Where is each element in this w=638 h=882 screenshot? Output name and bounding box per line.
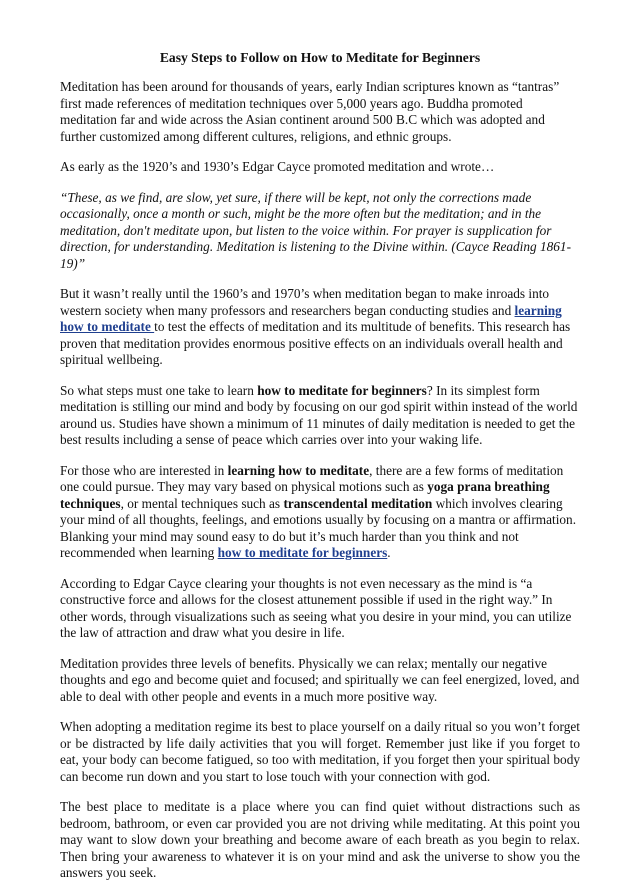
learning-how-to-meditate-link[interactable]: learning how to meditate bbox=[60, 302, 562, 334]
paragraph-benefits: Meditation provides three levels of benefits. Physically we can relax; mentally our negative thoughts and ego and become quiet and focused; and spiritually we can feel energized, loved, and able to deal with other people and events in a much more positive way. bbox=[60, 655, 580, 704]
paragraph-steps bbox=[60, 383, 580, 449]
bold-phrase: yoga prana breathing techniques bbox=[60, 479, 550, 511]
paragraph-text: But it wasn’t really until the 1960’s and 1970’s when meditation began to make inroads into western society when many professors and researchers began conducting studies and bbox=[60, 286, 550, 318]
paragraph-text: , or mental techniques such as bbox=[120, 495, 284, 511]
paragraph-daily-ritual: When adopting a meditation regime its best to place yourself on a daily ritual so you won’t forget or be distracted by life daily activities that you will forget. Remember just like if you forget to eat, your body can become fatigued, so too with meditation, if you forget then your spiritual body can become run down and you start to lose touch with your connection with god. bbox=[60, 719, 580, 784]
paragraph-cayce-intro: As early as the 1920’s and 1930’s Edgar Cayce promoted meditation and wrote… bbox=[60, 159, 495, 174]
paragraph-history: Meditation has been around for thousands of years, early Indian scriptures known as “tantras” first made references of meditation techniques over 5,000 years ago. Buddha promoted meditation far and wide across the Asian continent around 500 B.C which was adopted and further customized among different cultures, religions, and ethnic groups. bbox=[60, 79, 560, 144]
cayce-quote: “These, as we find, are slow, yet sure, if there will be kept, not only the corrections made occasionally, once a month or such, might be the more often but the meditation; and in the meditation, don't meditate upon, but listen to the voice within. For prayer is supplication for direction, for understanding. Meditation is listening to the Divine within. (Cayce Reading 1861-19)” bbox=[60, 189, 572, 271]
paragraph-text: For those who are interested in bbox=[60, 462, 228, 478]
paragraph-best-place: The best place to meditate is a place where you can find quiet without distractions such as bedroom, bathroom, or even car provided you are not driving while meditating. At this point you may want to slow down your breathing and become aware of each breath as you begin to relax. Then bring your awareness to whatever it is on your mind and ask the universe to show you the answers you seek. bbox=[60, 799, 580, 880]
bold-phrase: how to meditate for beginners bbox=[257, 382, 427, 398]
bold-phrase: learning how to meditate bbox=[227, 462, 370, 478]
paragraph-western-inroads bbox=[60, 286, 580, 369]
paragraph-text: to test the effects of meditation and its multitude of benefits. This research has proven that meditation provides enormous positive effects on an individuals overall health and spiritual wellbeing. bbox=[60, 319, 571, 367]
paragraph-text: . bbox=[387, 545, 391, 560]
paragraph-forms bbox=[60, 463, 580, 562]
paragraph-text: , there are a few forms of meditation one could pursue. They may vary based on physical motions such as bbox=[60, 462, 564, 494]
document-title: Easy Steps to Follow on How to Meditate for Beginners bbox=[159, 50, 481, 65]
paragraph-text: ? In its simplest form meditation is stilling our mind and body by focusing on our god spirit within instead of the world around us. Studies have shown a minimum of 11 minutes of daily meditation is needed to get the best results including a sense of peace which carries over into your waking life. bbox=[60, 382, 578, 447]
paragraph-text: So what steps must one take to learn bbox=[60, 382, 258, 398]
paragraph-cayce-mind: According to Edgar Cayce clearing your thoughts is not even necessary as the mind is “a constructive force and allows for the closest attunement possible if used in the right way.” In other words, through visualizations such as seeing what you desire in your mind, you can utilize the law of attraction and draw what you desire in life. bbox=[60, 575, 572, 640]
bold-phrase: transcendental meditation bbox=[283, 495, 433, 511]
paragraph-text: which involves clearing your mind of all thoughts, feelings, and emotions usually by focusing on a mantra or affirmation. Blanking your mind may sound easy to do but it’s much harder than you think and not recommended when learning bbox=[60, 495, 577, 560]
how-to-meditate-for-beginners-link[interactable]: how to meditate for beginners bbox=[217, 545, 388, 560]
